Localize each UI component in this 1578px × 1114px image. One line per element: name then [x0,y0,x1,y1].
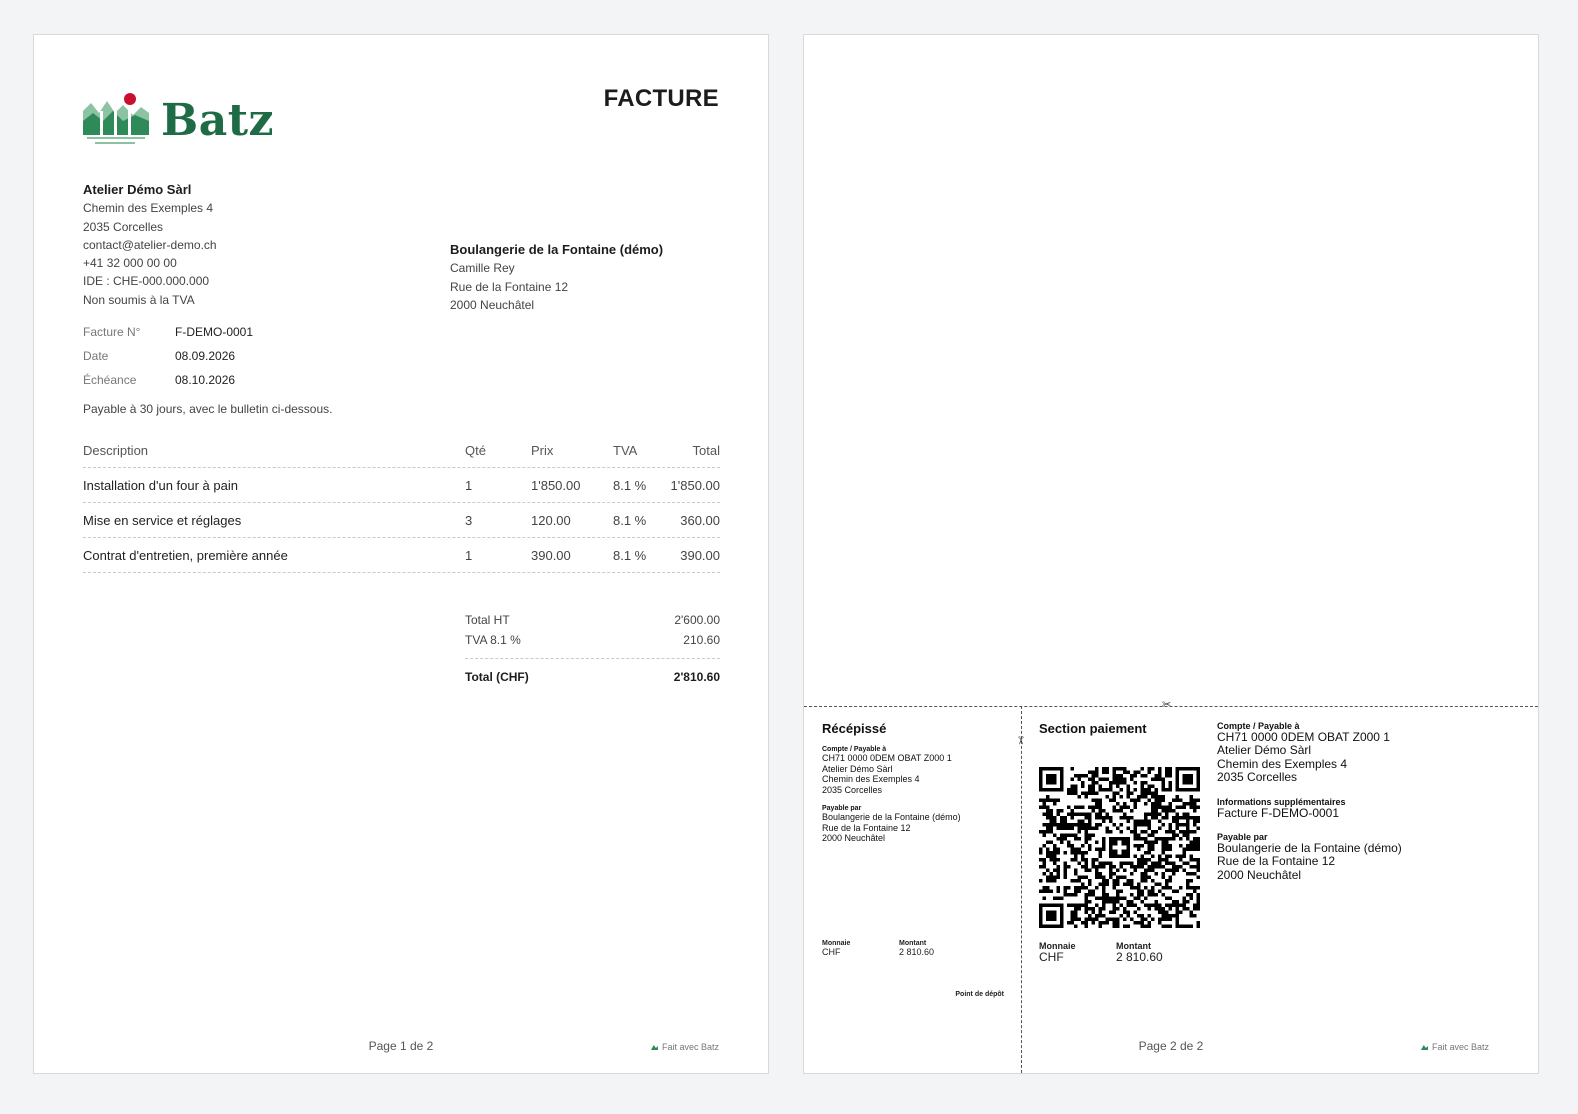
payment-account-label: Compte / Payable à [1217,721,1300,731]
meta-row-number [83,320,253,344]
meta-label: Facture N° [83,325,141,339]
item-total: 1'850.00 [670,477,720,493]
payment-info-label: Informations supplémentaires [1217,796,1346,807]
payment-amount: 2 810.60 [1116,950,1163,964]
swiss-qr-code-icon [1039,767,1200,928]
perforation-vertical [1021,706,1022,1073]
meta-row-due [83,368,253,392]
payment-amount-block [1039,941,1193,964]
page-number: Page 2 de 2 [1138,1039,1204,1053]
col-total: Total [692,442,720,458]
payment-details [1217,721,1402,882]
recipient-address [450,241,663,314]
item-qty: 1 [465,547,473,563]
receipt-amount: 2 810.60 [899,947,935,957]
payment-amount-label: Montant [1116,941,1151,951]
mountain-logo-icon [83,91,149,147]
made-with-badge[interactable] [1421,1042,1489,1052]
invoice-page-2 [803,34,1539,1074]
payment-currency: CHF [1039,950,1064,964]
sender-address [83,181,217,309]
receipt-currency-label: Monnaie [822,940,851,947]
made-with-badge[interactable] [651,1042,719,1052]
item-vat: 8.1 % [613,477,647,493]
sender-city: 2035 Corcelles [83,219,164,234]
made-with-label: Fait avec Batz [661,1042,719,1052]
payment-payer [1217,842,1402,882]
document-title: FACTURE [603,85,719,112]
mini-logo-icon [1421,1045,1428,1050]
sender-phone: +41 32 000 00 00 [83,256,177,271]
recipient-city: 2000 Neuchâtel [450,297,535,312]
recipient-street: Rue de la Fontaine 12 [450,279,569,294]
col-description: Description [83,442,149,458]
item-qty: 1 [465,477,473,493]
col-vat: TVA [613,442,638,458]
table-row [83,538,720,573]
scissors-icon: ✂ [1014,735,1027,746]
item-price: 1'850.00 [531,477,581,493]
payment-payer-city: 2000 Neuchâtel [1217,867,1302,882]
receipt-iban: CH71 0000 0DEM OBAT Z000 1 [822,753,952,763]
receipt-creditor-name: Atelier Démo Sàrl [822,763,893,774]
col-price: Prix [531,442,554,458]
recipient-name: Boulangerie de la Fontaine (démo) [450,242,664,257]
receipt-payer-label: Payable par [822,805,862,812]
invoice-page-1 [33,34,769,1074]
page-number: Page 1 de 2 [368,1039,434,1053]
vat-row [465,630,720,650]
table-row [83,503,720,538]
item-vat: 8.1 % [613,547,647,563]
meta-row-date [83,344,253,368]
vat-value: 210.60 [683,633,720,647]
meta-label: Date [83,349,109,363]
payment-payer-label: Payable par [1217,832,1268,843]
sender-email[interactable]: contact@atelier-demo.ch [83,237,217,252]
item-vat: 8.1 % [613,512,647,528]
subtotal-row [465,610,720,630]
brand-logo [83,91,283,151]
line-items-table [83,433,720,573]
vat-label: TVA 8.1 % [465,633,521,647]
grand-total-label: Total (CHF) [465,670,529,684]
payment-payer-name: Boulangerie de la Fontaine (démo) [1217,841,1402,856]
subtotal-value: 2'600.00 [674,613,720,627]
payment-iban: CH71 0000 0DEM OBAT Z000 1 [1217,730,1390,744]
payment-payer-street: Rue de la Fontaine 12 [1217,854,1336,869]
totals-block [465,610,720,687]
payment-terms: Payable à 30 jours, avec le bulletin ci-dessous. [83,402,333,416]
col-qty: Qté [465,442,486,458]
payment-title: Section paiement [1039,721,1147,736]
receipt-section [822,721,1007,844]
meta-label: Échéance [83,373,137,387]
receipt-amount-label: Montant [899,940,927,947]
due-date: 08.10.2026 [175,373,236,387]
payment-creditor-street: Chemin des Exemples 4 [1217,756,1348,771]
grand-total-row [465,658,720,687]
item-price: 390.00 [531,547,571,563]
acceptance-point: Point de dépôt [955,991,1004,998]
receipt-creditor-street: Chemin des Exemples 4 [822,774,920,784]
payment-section [1039,721,1147,736]
item-total: 390.00 [680,547,720,563]
payment-creditor-name: Atelier Démo Sàrl [1217,743,1312,758]
subtotal-label: Total HT [465,613,510,627]
item-description: Mise en service et réglages [83,512,242,528]
payment-creditor-city: 2035 Corcelles [1217,770,1298,785]
sender-street: Chemin des Exemples 4 [83,201,214,216]
receipt-account-label: Compte / Payable à [822,746,887,753]
item-qty: 3 [465,512,473,528]
invoice-number: F-DEMO-0001 [175,325,254,339]
scissors-icon: ✂ [1162,699,1172,711]
item-total: 360.00 [680,512,720,528]
receipt-currency: CHF [822,947,841,957]
grand-total-value: 2'810.60 [673,670,720,684]
payment-info: Facture F-DEMO-0001 [1217,805,1340,820]
receipt-account [822,753,1007,795]
receipt-title: Récépissé [822,721,887,736]
item-description: Contrat d'entretien, première année [83,547,288,563]
receipt-payer-city: 2000 Neuchâtel [822,833,886,843]
receipt-payer-street: Rue de la Fontaine 12 [822,822,911,833]
item-description: Installation d'un four à pain [83,477,238,493]
payment-currency-label: Monnaie [1039,941,1076,951]
sender-vat-status: Non soumis à la TVA [83,292,195,307]
mini-logo-icon [651,1045,658,1050]
invoice-date: 08.09.2026 [175,349,236,363]
sender-name: Atelier Démo Sàrl [83,182,192,197]
table-row [83,468,720,503]
receipt-amount-block [822,940,1007,958]
table-header [83,433,720,468]
made-with-label: Fait avec Batz [1431,1042,1489,1052]
invoice-meta [83,320,253,392]
payment-account [1217,731,1402,785]
receipt-payer [822,812,1007,844]
receipt-payer-name: Boulangerie de la Fontaine (démo) [822,812,961,822]
receipt-creditor-city: 2035 Corcelles [822,784,883,795]
item-price: 120.00 [531,512,571,528]
recipient-contact: Camille Rey [450,261,515,276]
brand-name: Batz [161,95,275,146]
sender-ide: IDE : CHE-000.000.000 [83,274,210,289]
